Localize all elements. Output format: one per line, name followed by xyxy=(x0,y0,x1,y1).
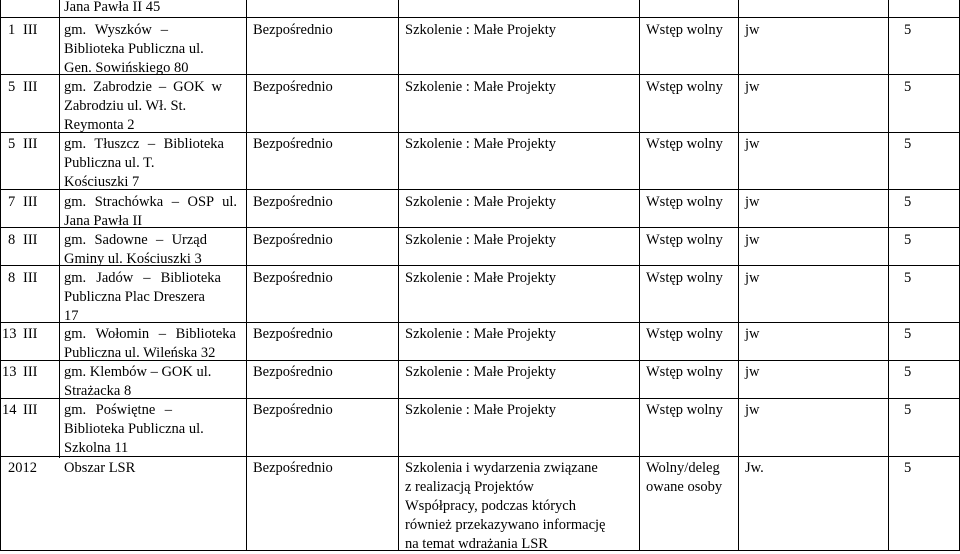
place-cell xyxy=(64,0,160,17)
place-line: Gen. Sowińskiego 80 xyxy=(64,60,189,76)
place-cell xyxy=(64,363,240,401)
place-cell xyxy=(64,21,240,78)
place-line: Kościuszki 7 xyxy=(64,174,140,190)
topic-line: z realizacją Projektów xyxy=(405,479,534,495)
note-cell: jw xyxy=(745,136,760,152)
date-month: III xyxy=(23,364,38,380)
date-month: III xyxy=(23,232,38,248)
year-cell: 2012 xyxy=(8,460,37,476)
column-divider xyxy=(639,0,640,551)
date-month: III xyxy=(23,79,38,95)
place-line: Reymonta 2 xyxy=(64,117,135,133)
form-cell: Bezpośrednio xyxy=(253,22,333,38)
date-day: 5 xyxy=(8,79,16,95)
access-line: Wolny/deleg xyxy=(646,460,720,476)
column-divider xyxy=(246,0,247,551)
place-cell xyxy=(64,401,240,458)
form-cell: Bezpośrednio xyxy=(253,232,333,248)
date-day: 8 xyxy=(8,270,16,286)
access-cell: Wstęp wolny xyxy=(646,326,723,342)
topic-cell: Szkolenie : Małe Projekty xyxy=(405,364,557,380)
topic-cell: Szkolenie : Małe Projekty xyxy=(405,402,557,418)
note-cell: Jw. xyxy=(745,460,764,476)
date-day: 13 xyxy=(2,326,17,342)
place-line: Biblioteka Publiczna ul. xyxy=(64,41,204,57)
topic-cell: Szkolenie : Małe Projekty xyxy=(405,270,557,286)
access-cell: Wstęp wolny xyxy=(646,194,723,210)
note-cell: jw xyxy=(745,194,760,210)
column-divider xyxy=(738,0,739,551)
form-cell: Bezpośrednio xyxy=(253,460,333,476)
place-line: Jana Pawła II 45 xyxy=(64,0,161,15)
date-day: 1 xyxy=(8,22,16,38)
count-cell: 5 xyxy=(904,136,912,152)
column-divider xyxy=(59,0,60,458)
access-cell: Wstęp wolny xyxy=(646,402,723,418)
topic-line: również przekazywano informację xyxy=(405,517,606,533)
access-cell: Wstęp wolny xyxy=(646,364,723,380)
place-line: Jana Pawła II xyxy=(64,213,143,229)
count-cell: 5 xyxy=(904,326,912,342)
row-divider xyxy=(0,17,960,18)
access-cell: Wstęp wolny xyxy=(646,232,723,248)
place-line: gm. Tłuszcz – Biblioteka xyxy=(64,136,224,152)
form-cell: Bezpośrednio xyxy=(253,79,333,95)
note-cell: jw xyxy=(745,270,760,286)
count-cell: 5 xyxy=(904,270,912,286)
count-cell: 5 xyxy=(904,402,912,418)
place-cell xyxy=(64,193,240,231)
topic-line: na temat wdrażania LSR xyxy=(405,536,548,552)
topic-line: Szkolenia i wydarzenia związane xyxy=(405,460,598,476)
form-cell: Bezpośrednio xyxy=(253,364,333,380)
date-day: 14 xyxy=(2,402,17,418)
access-cell: Wstęp wolny xyxy=(646,22,723,38)
place-line: Publiczna ul. Wileńska 32 xyxy=(64,345,216,361)
place-cell xyxy=(64,135,240,192)
note-cell: jw xyxy=(745,232,760,248)
column-divider xyxy=(888,0,889,551)
place-line: Publiczna Plac Dreszera xyxy=(64,289,205,305)
date-month: III xyxy=(23,326,38,342)
place-line: Gminy ul. Kościuszki 3 xyxy=(64,251,202,267)
place-line: gm. Jadów – Biblioteka xyxy=(64,270,221,286)
place-line: Szkolna 11 xyxy=(64,440,129,456)
column-divider xyxy=(0,0,1,551)
note-cell: jw xyxy=(745,79,760,95)
date-month: III xyxy=(23,270,38,286)
access-cell: Wstęp wolny xyxy=(646,270,723,286)
note-cell: jw xyxy=(745,364,760,380)
date-month: III xyxy=(23,194,38,210)
topic-cell: Szkolenie : Małe Projekty xyxy=(405,79,557,95)
place-line: Zabrodziu ul. Wł. St. xyxy=(64,98,187,114)
access-cell: Wstęp wolny xyxy=(646,136,723,152)
place-line: Biblioteka Publiczna ul. xyxy=(64,421,204,437)
place-line: gm. Klembów – GOK ul. xyxy=(64,364,212,380)
area-cell: Obszar LSR xyxy=(64,460,136,476)
place-line: gm. Wyszków – xyxy=(64,22,168,38)
place-cell xyxy=(64,325,240,363)
place-line: 17 xyxy=(64,308,79,324)
place-cell xyxy=(64,78,240,135)
count-cell: 5 xyxy=(904,22,912,38)
note-cell: jw xyxy=(745,22,760,38)
topic-cell: Szkolenie : Małe Projekty xyxy=(405,326,557,342)
date-day: 7 xyxy=(8,194,16,210)
count-cell: 5 xyxy=(904,194,912,210)
place-line: gm. Zabrodzie – GOK w xyxy=(64,79,222,95)
access-cell: Wstęp wolny xyxy=(646,79,723,95)
form-cell: Bezpośrednio xyxy=(253,194,333,210)
count-cell: 5 xyxy=(904,79,912,95)
date-month: III xyxy=(23,22,38,38)
place-line: gm. Poświętne – xyxy=(64,402,172,418)
topic-line: Współpracy, podczas których xyxy=(405,498,576,514)
form-cell: Bezpośrednio xyxy=(253,326,333,342)
place-line: gm. Wołomin – Biblioteka xyxy=(64,326,236,342)
place-line: Publiczna ul. T. xyxy=(64,155,155,171)
topic-cell: Szkolenie : Małe Projekty xyxy=(405,22,557,38)
topic-cell: Szkolenie : Małe Projekty xyxy=(405,136,557,152)
place-cell xyxy=(64,269,240,326)
form-cell: Bezpośrednio xyxy=(253,270,333,286)
form-cell: Bezpośrednio xyxy=(253,402,333,418)
place-line: gm. Strachówka – OSP ul. xyxy=(64,194,237,210)
note-cell: jw xyxy=(745,402,760,418)
date-month: III xyxy=(23,136,38,152)
date-month: III xyxy=(23,402,38,418)
date-day: 13 xyxy=(2,364,17,380)
access-cell xyxy=(646,459,722,497)
count-cell: 5 xyxy=(904,460,912,476)
count-cell: 5 xyxy=(904,364,912,380)
access-line: owane osoby xyxy=(646,479,723,495)
topic-cell: Szkolenie : Małe Projekty xyxy=(405,194,557,210)
place-line: gm. Sadowne – Urząd xyxy=(64,232,207,248)
place-cell xyxy=(64,231,240,269)
form-cell: Bezpośrednio xyxy=(253,136,333,152)
count-cell: 5 xyxy=(904,232,912,248)
topic-cell xyxy=(405,459,605,554)
note-cell: jw xyxy=(745,326,760,342)
date-day: 8 xyxy=(8,232,16,248)
column-divider xyxy=(398,0,399,551)
place-line: Strażacka 8 xyxy=(64,383,132,399)
date-day: 5 xyxy=(8,136,16,152)
topic-cell: Szkolenie : Małe Projekty xyxy=(405,232,557,248)
